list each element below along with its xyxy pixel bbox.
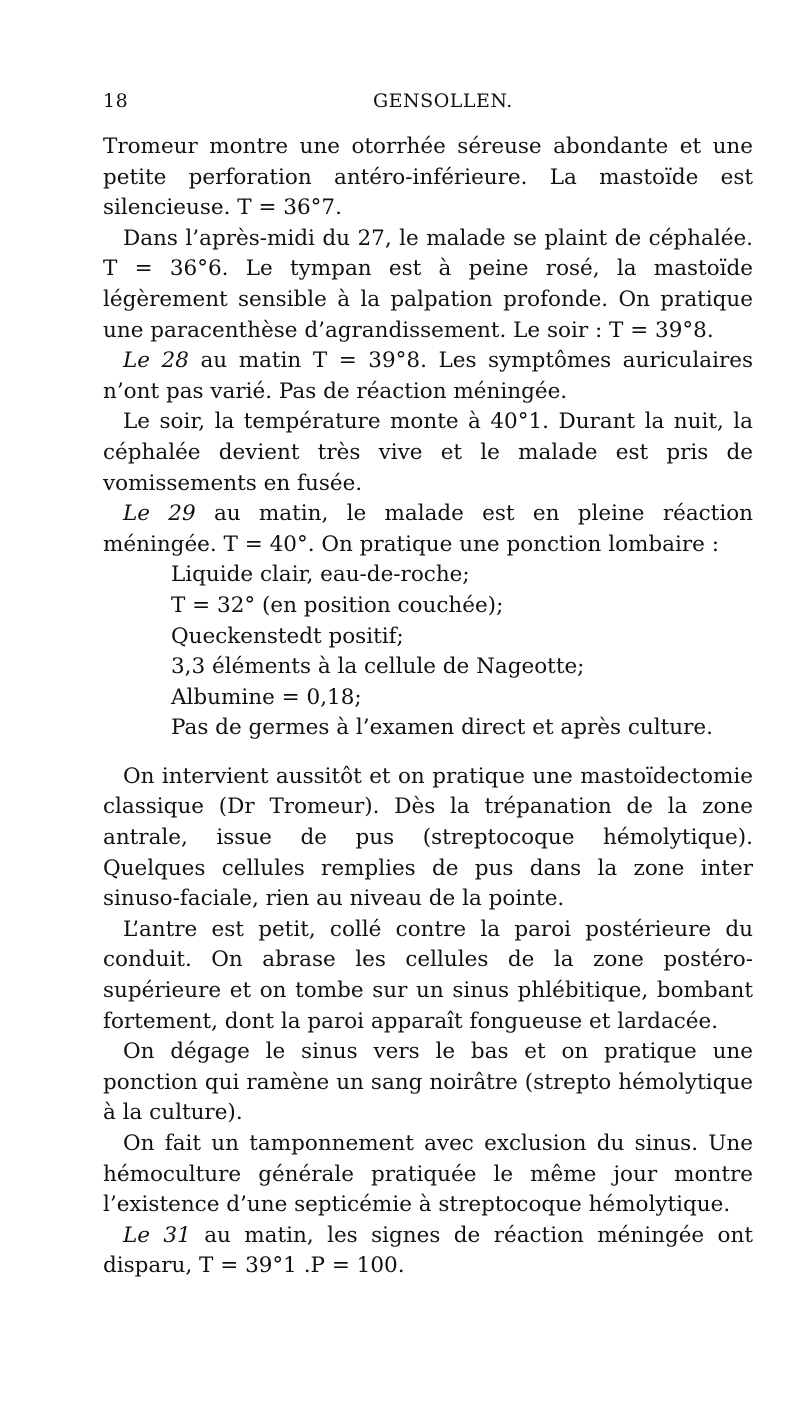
paragraph-text: au matin, le malade est en pleine réaction méningée. T = 40°. On pratique une ponction lombaire : [103,501,753,557]
list-item: 3,3 éléments à la cellule de Nageotte; [171,654,585,680]
paragraph: Dans l’après-midi du 27, le malade se plaint de céphalée. T = 36°6. Le tympan est à peine rosé, la mastoïde légèrement sensible à la palpation profonde. On pratique une paracenthèse d’agrandissement. Le soir : T = 39°8. [103,225,753,343]
paragraph [103,1221,753,1282]
paragraph: On intervient aussitôt et on pratique une mastoïdectomie classique (Dr Tromeur). Dès la trépanation de la zone antrale, issue de pus (streptocoque hémolytique). Quelques cellules remplies de pus dans la zone inter sinuso-faciale, rien au niveau de la pointe. [103,763,753,912]
paragraph-text: au matin T = 39°8. Les symptômes auriculaires n’ont pas varié. Pas de réaction méningée. [103,348,753,404]
paragraph: On fait un tamponnement avec exclusion du sinus. Une hémoculture générale pratiquée le même jour montre l’existence d’une septicémie à streptocoque hémolytique. [103,1131,753,1218]
list-item: Liquide clair, eau-de-roche; [171,562,470,588]
date-label: Le 31 [123,1222,191,1248]
list-item: Albumine = 0,18; [171,684,362,710]
body-text [103,132,753,1282]
paragraph: L’antre est petit, collé contre la paroi postérieure du conduit. On abrase les cellules de la zone postéro-supérieure et on tombe sur un sinus phlébitique, bombant fortement, dont la paroi apparaît fongueuse et lardacée. [103,916,753,1034]
date-label: Le 29 [123,501,196,527]
running-head: GENSOLLEN. [373,90,513,112]
page-header [103,90,753,120]
page-number: 18 [103,90,129,112]
paragraph: Tromeur montre une otorrhée séreuse abondante et une petite perforation antéro-inférieure. La mastoïde est silencieuse. T = 36°7. [103,134,753,221]
paragraph [103,346,753,407]
paragraph-text: au matin, les signes de réaction méningée ont disparu, T = 39°1 .P = 100. [103,1222,753,1279]
paragraph: On dégage le sinus vers le bas et on pratique une ponction qui ramène un sang noirâtre (strepto hémolytique à la culture). [103,1039,753,1126]
list-item: Pas de germes à l’examen direct et après culture. [171,715,713,741]
list-item: T = 32° (en position couchée); [171,592,504,618]
list-item: Queckenstedt positif; [171,623,404,649]
paragraph [103,499,753,560]
paragraph: Le soir, la température monte à 40°1. Durant la nuit, la céphalée devient très vive et le malade est pris de vomissements en fusée. [103,409,753,496]
date-label: Le 28 [123,348,189,374]
csf-findings-list [103,560,753,744]
